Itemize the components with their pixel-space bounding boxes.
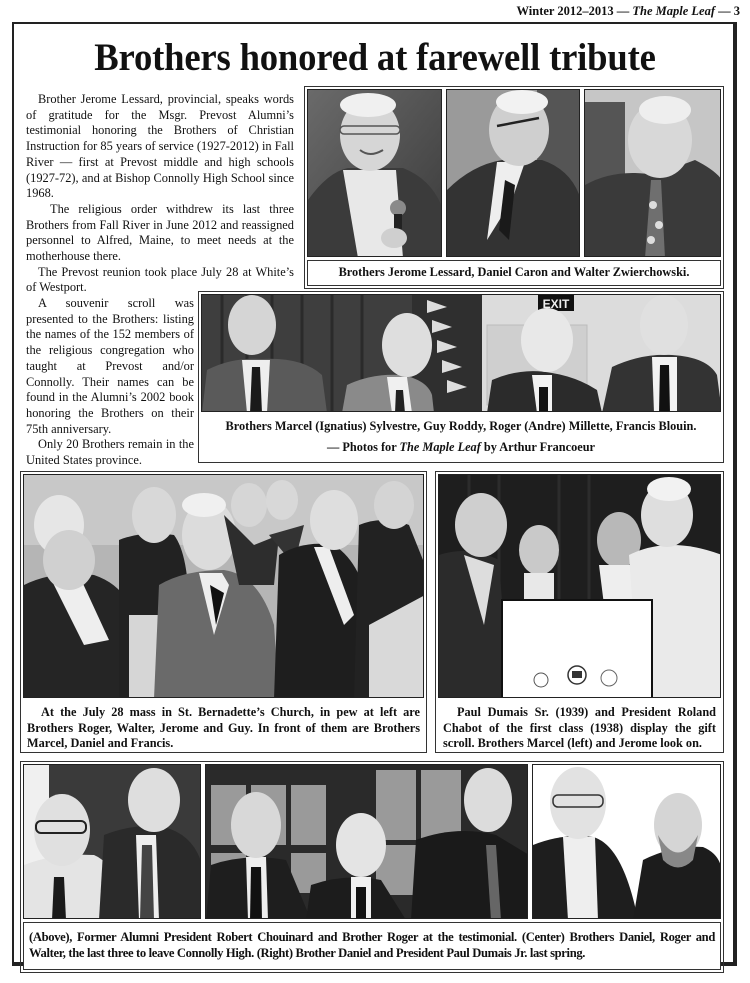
paragraph: The religious order withdrew its last three Brothers from Fall River in June 2012 and reassigned personnel to Alfred, Maine, to meet needs at the motherhouse there. xyxy=(26,201,294,264)
headline: Brothers honored at farewell tribute xyxy=(94,36,656,79)
photo-gift-scroll xyxy=(438,474,721,698)
photo-church-mass xyxy=(23,474,424,698)
caption-top-row: Brothers Jerome Lessard, Daniel Caron and Walter Zwierchowski. xyxy=(307,260,721,286)
photo-four-brothers xyxy=(201,294,721,412)
photo-jerome-lessard xyxy=(307,89,442,257)
caption-second-row xyxy=(201,414,721,460)
photo-credit: — Photos for The Maple Leaf by Arthur Francoeur xyxy=(326,439,595,454)
photo-walter-zwierchowski xyxy=(584,89,721,257)
photo-daniel-roger-walter xyxy=(205,764,528,919)
article-body-col1 xyxy=(26,92,294,296)
photo-daniel-caron xyxy=(446,89,580,257)
caption-church: At the July 28 mass in St. Bernadette’s Church, in pew at left are Brothers Roger, Walter, Jerome and Guy. In front of them are Brothers Marcel, Daniel and Francis. xyxy=(23,700,424,751)
paragraph: Brother Jerome Lessard, provincial, speaks words of gratitude for the Msgr. Prevost Alumni’s testimonial honoring the Brothers of Christian Instruction for 85 years of service (1927-2012) in Fall River — first at Prevost middle and high schools (1927-72), and at Bishop Connolly High School since 1968. xyxy=(26,92,294,201)
exit-sign-text: EXIT xyxy=(542,297,570,311)
photo-daniel-dumais-jr xyxy=(532,764,721,919)
paragraph: A souvenir scroll was presented to the Brothers: listing the names of the 152 members of the religious congregation who taught at Prevost and/or Connolly. Their names can be found in the Alumni’s 2002 book honoring the Brothers on their 75th anniversary. xyxy=(26,296,194,436)
article-body-col2 xyxy=(26,296,194,469)
paragraph: The Prevost reunion took place July 28 at White’s of Westport. xyxy=(26,264,294,295)
paragraph: Only 20 Brothers remain in the United States province. xyxy=(26,437,194,468)
photo-chouinard-roger xyxy=(23,764,201,919)
caption-scroll: Paul Dumais Sr. (1939) and President Roland Chabot of the first class (1938) display the gift scroll. Brothers Marcel (left) and Jerome look on. xyxy=(438,700,721,751)
page-number: 3 xyxy=(733,4,740,18)
caption-text: Brothers Marcel (Ignatius) Sylvestre, Guy Roddy, Roger (Andre) Millette, Francis Blouin. xyxy=(225,419,697,433)
issue-date: Winter 2012–2013 xyxy=(516,4,614,18)
running-head: Winter 2012–2013 — The Maple Leaf — 3 xyxy=(516,4,740,18)
publication-name: The Maple Leaf xyxy=(632,4,715,18)
caption-bottom-row: (Above), Former Alumni President Robert Chouinard and Brother Roger at the testimonial. (Center) Brothers Daniel, Roger and Walter, the last three to leave Connolly High. (Right) Brother Daniel and President Paul Dumais Jr. last spring. xyxy=(23,922,721,970)
